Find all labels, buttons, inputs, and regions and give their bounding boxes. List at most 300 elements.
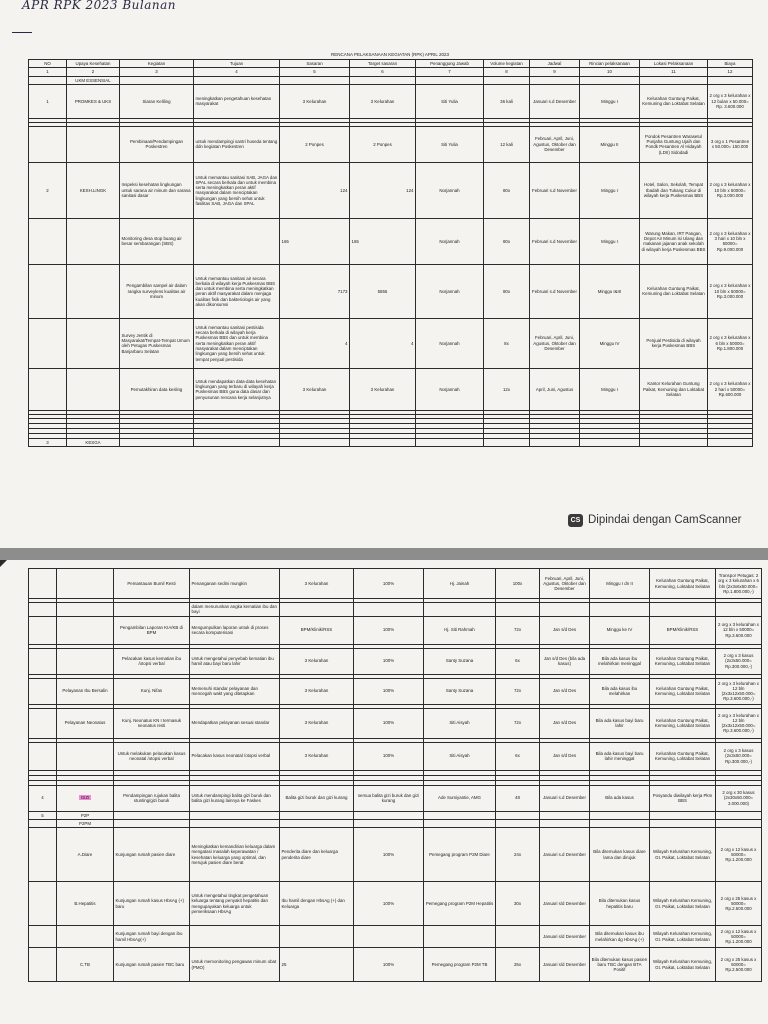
table-cell: KESGA [67, 438, 120, 446]
table-cell [120, 438, 194, 446]
document-title: RENCANA PELAKSANAAN KEGIATAN (RPK) APRIL 2023 [331, 52, 449, 57]
table-row [29, 948, 762, 982]
table-cell: semua balita gizi buruk dan gizi kurang [354, 785, 424, 811]
table-number-row [29, 68, 753, 76]
table-cell: 100% [354, 882, 424, 926]
table-cell: Siti Yulia [416, 84, 484, 118]
table-cell [57, 926, 114, 948]
table-cell [280, 603, 354, 617]
table-cell: 124 [350, 162, 416, 218]
column-header: Kegiatan [120, 60, 194, 68]
table-cell [496, 603, 540, 617]
table-cell: Pembinaan/Pendampingan Poskestren [120, 126, 194, 162]
table-cell: Minggu II [580, 126, 640, 162]
table-cell: 100% [354, 616, 424, 644]
table-cell [29, 368, 67, 410]
table-cell: Penderita diare dan keluarga penderita diare [280, 828, 354, 882]
table-cell: Norjannah [416, 218, 484, 264]
table-cell: Norjannah [416, 162, 484, 218]
table-cell: BPM/Klinik/RSS [280, 616, 354, 644]
table-cell: Bila ada kasus bayi baru lahir meninggal [590, 742, 650, 770]
rpk-table-page-1 [28, 59, 753, 447]
table-cell [424, 926, 496, 948]
table-cell: 5855 [350, 264, 416, 318]
table-cell: Januari s/d Desember [540, 882, 590, 926]
table-cell [540, 811, 590, 819]
table-cell: 3 Kelurahan [280, 708, 354, 738]
table-cell [29, 882, 57, 926]
table-cell [67, 318, 120, 368]
table-cell: 2 org x 3 kelurahan x 12 bln x 50000= Rp.3.600.000 [716, 616, 762, 644]
table-cell [29, 708, 57, 738]
table-cell: Wilayah Kelurahan Kemuning, Gt. Paikat, Loktabat Selatan [650, 882, 716, 926]
table-cell [580, 438, 640, 446]
page-corner-mark [0, 560, 7, 567]
table-cell: Bila ada kasus ibu melahirkan meninggal [590, 648, 650, 674]
table-cell: Kunjungan rumah pasien diare [114, 828, 190, 882]
table-cell: 3 Kelurahan [280, 84, 350, 118]
table-row [29, 84, 753, 118]
column-number: 12 [708, 68, 753, 76]
table-cell [496, 819, 540, 827]
table-cell: BPM/Klinik/RSS [650, 616, 716, 644]
table-cell: Untuk mendampingi balita gizi buruk dan balita gizi kurang lainnya ke Faskes [190, 785, 280, 811]
column-header: Tujuan [194, 60, 280, 68]
table-cell: 30x [496, 882, 540, 926]
table-cell: C.TB [57, 948, 114, 982]
table-cell: 3 [29, 438, 67, 446]
table-cell: Pengambilan Laporan KIA/KB di BPM [114, 616, 190, 644]
column-number: 11 [640, 68, 708, 76]
section-label-p2pm: P2PM [57, 819, 114, 827]
table-cell: 3 org x 1 Pesantren x 50.000= 150.000 [708, 126, 753, 162]
table-row [29, 438, 753, 446]
table-row [29, 616, 762, 644]
table-cell: 5 [29, 811, 57, 819]
table-cell [29, 948, 57, 982]
table-cell: Bila ditemukan kasus pasien baru TBC dengan BTA Positif [590, 948, 650, 982]
column-header: Sasaran [280, 60, 350, 68]
table-cell [280, 811, 354, 819]
table-cell [590, 819, 650, 827]
table-cell: Februari s.d November [530, 162, 580, 218]
table-cell: 2 org x 3 kasus (2x3x50.000= Rp.300.000,-) [716, 648, 762, 674]
table-cell: 2 org x 3 kelurahan x 12 bln (2x3x12x50.000= Rp.3.600.000,-) [716, 708, 762, 738]
table-cell: Jan s/d Des (bila ada kasus) [540, 648, 590, 674]
column-number: 8 [484, 68, 530, 76]
column-number: 10 [580, 68, 640, 76]
table-cell: Penanganan sedini mungkin [190, 569, 280, 599]
table-cell: 100% [354, 678, 424, 704]
table-cell: Untuk memonitoring pengawas minum obat (PMO) [190, 948, 280, 982]
table-row [29, 882, 762, 926]
table-cell: Pelacakan kasus kematian ibu /otopsi verbal [114, 648, 190, 674]
table-cell: Februari, April, Juni, Agustus, Oktober dan Desember [530, 126, 580, 162]
column-number: 3 [120, 68, 194, 76]
table-cell [280, 438, 350, 446]
table-cell: 100% [354, 569, 424, 599]
section-row [29, 76, 753, 84]
table-row [29, 264, 753, 318]
table-cell [590, 603, 650, 617]
table-cell: Pondok Pesantren Warasetul Punjaha Guntung Ujaih dan Pondk Pesantren Al Hidayah (LDII) Sidodadi [640, 126, 708, 162]
table-cell [354, 819, 424, 827]
table-cell: B.Hepatitis [57, 882, 114, 926]
table-cell [67, 368, 120, 410]
table-row [29, 569, 762, 599]
table-cell: 72x [496, 708, 540, 738]
table-cell: Untuk memantau sanitasi pestisida secara berkala di wilayah kerja Puskesmas BBS dan untuk membina serta meningkatkan peran aktif masyarakat dalam menciptakan lingkungan yang bersih sehat untuk tempat penjual pestisida [194, 318, 280, 368]
table-cell: Survey Jentik di Masyarakat/Tempat-Tempat Umum oleh Petugas Puskesmas Banjarbaru Selatan [120, 318, 194, 368]
table-cell: Januari s.d Desember [530, 84, 580, 118]
table-cell: Minggu IV [580, 318, 640, 368]
column-header: NO [29, 60, 67, 68]
table-cell: 2 org x 3 kelurahan x 10 bln x 50000= Rp.3.000.000 [708, 264, 753, 318]
table-cell: 4 [29, 785, 57, 811]
table-cell: 25x [496, 948, 540, 982]
table-cell [280, 926, 354, 948]
table-cell: 3 Kelurahan [350, 368, 416, 410]
table-cell: 12 kali [484, 126, 530, 162]
table-cell [114, 811, 190, 819]
column-number: 1 [29, 68, 67, 76]
table-body-page-2 [29, 569, 762, 982]
table-cell: Kunj. Nifas [114, 678, 190, 704]
table-cell: Februari s.d November [530, 264, 580, 318]
section-label-ukm: UKM ESSENSIAL [67, 76, 120, 84]
table-cell [67, 218, 120, 264]
table-row [29, 785, 762, 811]
table-cell: Bila ada kasus [590, 785, 650, 811]
table-cell [716, 819, 762, 827]
table-cell: 2 org x 3 kelurahan x 12 bln (2x3x12x50.000= Rp.3.600.000,-) [716, 678, 762, 704]
table-cell [57, 785, 114, 811]
column-header: Volume kegiatan [484, 60, 530, 68]
table-cell [57, 648, 114, 674]
table-cell [280, 819, 354, 827]
table-cell [716, 603, 762, 617]
table-cell: Santy Suzana [424, 648, 496, 674]
table-cell: 100x [496, 569, 540, 599]
table-cell: 1 [29, 84, 67, 118]
table-cell: Memenuhi standar pelayanan dan mencegah wakt yang ditetapkan [190, 678, 280, 704]
table-cell: Siti Aisyah [424, 742, 496, 770]
table-cell [424, 603, 496, 617]
table-cell: Minggu I [580, 84, 640, 118]
column-number: 4 [194, 68, 280, 76]
table-cell [590, 811, 650, 819]
table-cell [640, 438, 708, 446]
table-cell: 2 org x 12 kasus x 50000= Rp.1.200.000 [716, 926, 762, 948]
table-cell [29, 603, 57, 617]
table-cell [530, 438, 580, 446]
table-cell: Kelurahan Guntung Paikat, Kemuning dan Loktabat Selatan [640, 264, 708, 318]
table-cell: 48 [496, 785, 540, 811]
table-cell: 3 Kelurahan [280, 742, 354, 770]
table-cell: April, Juni, Agustus [530, 368, 580, 410]
table-row [29, 218, 753, 264]
table-cell [29, 828, 57, 882]
table-cell [29, 742, 57, 770]
table-cell [424, 811, 496, 819]
column-number: 9 [530, 68, 580, 76]
table-cell: Februari s.d November [530, 218, 580, 264]
table-cell [194, 438, 280, 446]
table-cell: Balita gizi buruk dan gizi kurang [280, 785, 354, 811]
table-cell: 3 Kelurahan [350, 84, 416, 118]
table-cell: A.Diare [57, 828, 114, 882]
table-row [29, 708, 762, 738]
table-row [29, 926, 762, 948]
table-row [29, 162, 753, 218]
table-cell: 2 org x 25 kasus x 50000= Rp.2.500.000 [716, 948, 762, 982]
table-cell: Pemutakhiran data kesling [120, 368, 194, 410]
table-cell [29, 318, 67, 368]
table-cell: Untuk mendapatkan data-data kesehatan lingkungan yang terbaru di wilayah kerja Puskesmas BBS guna data dasar dan penyusunan rencana kerja selanjutnya [194, 368, 280, 410]
table-cell: Untuk mengetahui tingkat pengetahuan keluarga tentang penyakit hepatitis dan mengupayakan keluarga untuk pemeriksaan HbsAg [190, 882, 280, 926]
table-row [29, 811, 762, 819]
table-cell: 165 [280, 218, 350, 264]
table-cell: 2 org x 3 kelurahan x 2 hari x 50000= Rp.600.000 [708, 368, 753, 410]
table-cell: Minggu I [580, 162, 640, 218]
table-cell: 24x [496, 828, 540, 882]
table-cell [716, 811, 762, 819]
table-row [29, 819, 762, 827]
table-cell: 100% [354, 742, 424, 770]
column-number: 5 [280, 68, 350, 76]
table-cell: Santy Suzana [424, 678, 496, 704]
table-cell: Mendapatkan pelayanan sesuai standar [190, 708, 280, 738]
table-cell: Mengumpulkan laporan untuk di proses secara komputerisasi [190, 616, 280, 644]
table-cell: Jan s/d Des [540, 742, 590, 770]
table-cell: Hotel, Salon, Sekolah, Tempat Ibadah dan Tukang Cukur di wilayah kerja Puskesmas BBS [640, 162, 708, 218]
table-cell [29, 819, 57, 827]
table-row [29, 126, 753, 162]
table-cell: 4 [350, 318, 416, 368]
table-cell: Bila ada kasus ibu melahirkan [590, 678, 650, 704]
scanned-page-2 [0, 560, 768, 1024]
table-cell: 36 kali [484, 84, 530, 118]
table-cell: Minggu I [580, 218, 640, 264]
table-cell [114, 819, 190, 827]
table-cell: Kelurahan Guntung Paikat, Kemuning dan Loktabat Selatan [640, 84, 708, 118]
table-cell: 6x [496, 648, 540, 674]
table-cell [190, 819, 280, 827]
table-cell: 100% [354, 648, 424, 674]
handwritten-underline [12, 32, 32, 33]
table-cell: 2 Ponpes [280, 126, 350, 162]
table-cell: Jan s/d Des [540, 708, 590, 738]
table-cell: Pendampingan rujukan balita stunting/gizi buruk [114, 785, 190, 811]
table-cell: Minggu I [580, 368, 640, 410]
table-row [29, 368, 753, 410]
table-cell [708, 438, 753, 446]
table-cell: Pelayanan Neonatus [57, 708, 114, 738]
table-cell: Minggu I&III [580, 264, 640, 318]
table-cell: 8x [484, 318, 530, 368]
column-header: Target sasaran [350, 60, 416, 68]
table-cell [57, 742, 114, 770]
table-row [29, 678, 762, 704]
table-cell [650, 603, 716, 617]
table-cell: Hj. Jainah [424, 569, 496, 599]
table-cell [416, 438, 484, 446]
table-cell [29, 264, 67, 318]
table-cell: Untuk memantau sanitasi air secara berkala di wilayah kerja Puskesmas BBS dan untuk membina serta meningkatkan peran aktif masyarakat dalam menjaga kualitas fisik dan bakteriologis air yang akan dikonsumsi [194, 264, 280, 318]
table-cell [496, 811, 540, 819]
table-cell: Jan s/d Des [540, 678, 590, 704]
table-cell [57, 603, 114, 617]
table-cell: 80x [484, 264, 530, 318]
table-cell: Untuk memantau sanitasi SAB, JAGA dan SPAL secara berkala dan untuk membina serta meningkatkan peran aktif masyarakat dalam menciptakan lingkungan yang bersih sehat untuk fasilitas SAB, JAGA dan SPAL [194, 162, 280, 218]
table-cell: Untuk melakukan pelacakan kasus neonatal /otopsi verbal [114, 742, 190, 770]
table-cell [650, 811, 716, 819]
table-cell [29, 926, 57, 948]
table-cell: Bila ditemukan kasus hepatitis baru [590, 882, 650, 926]
table-cell: 7173 [280, 264, 350, 318]
table-cell: Januari s/d Desember [540, 926, 590, 948]
table-cell: Kelurahan Guntung Paikat, Kemuning, Loktabat Selatan [650, 708, 716, 738]
table-cell: Siaran Keliling [120, 84, 194, 118]
table-cell: Bila ada kasus bayi baru lahir [590, 708, 650, 738]
column-header: Lokasi Pelaksanaan [640, 60, 708, 68]
table-cell: 80x [484, 162, 530, 218]
table-cell: 2 org x 3 kasus (2x3x50.000= Rp.300.000,-) [716, 742, 762, 770]
table-cell: Warung Makan, IRT Pangan, Depot Air Minum isi Ulang dan makanan jajanan anak sekolah di wilayah kerja Puskesmas BBS [640, 218, 708, 264]
table-cell: Monitoring desa stop buang air besar sembarangan (SBS) [120, 218, 194, 264]
table-cell: Pelacakan kasus neonatal /otopsi verbal [190, 742, 280, 770]
table-cell [194, 218, 280, 264]
table-cell [540, 603, 590, 617]
table-cell [484, 438, 530, 446]
table-cell: 2 Ponpes [350, 126, 416, 162]
table-cell: Kelurahan Guntung Paikat, Kemuning, Loktabat Selatan [650, 569, 716, 599]
column-number: 2 [67, 68, 120, 76]
table-cell: Posyandu diwilayah kerja Pkm BBS [650, 785, 716, 811]
table-cell: 100% [354, 948, 424, 982]
table-cell: Januari s.d Desember [540, 828, 590, 882]
table-cell [29, 569, 57, 599]
column-header: Upaya Kesehatan [67, 60, 120, 68]
table-row [29, 742, 762, 770]
table-cell [29, 648, 57, 674]
table-cell: Siti Yulia [416, 126, 484, 162]
table-cell: Minggu I dn II [590, 569, 650, 599]
table-cell: Hj. Siti Rahmah [424, 616, 496, 644]
table-cell: Pemegang program P2M Hepatitis [424, 882, 496, 926]
table-cell: Jan s/d Des [540, 616, 590, 644]
table-cell: meningkatkan pengetahuan kesehatan masyarakat [194, 84, 280, 118]
table-cell: Pemegang program P2M Diare [424, 828, 496, 882]
table-cell: 2 org x 3 kelurahan x 3 hari x 10 bln x 50000= Rp.9.000.000 [708, 218, 753, 264]
table-cell: untuk mendampingi santri huseda tentang ddn kegiatan Poskestren [194, 126, 280, 162]
column-header: Biaya [708, 60, 753, 68]
table-cell: 4 [280, 318, 350, 368]
table-cell: 100% [354, 708, 424, 738]
table-cell [57, 616, 114, 644]
table-cell: Penjual Pestisida di wilayah kerja Puskesmas BBS [640, 318, 708, 368]
table-cell [29, 678, 57, 704]
table-cell [190, 926, 280, 948]
table-cell: PROMKES & UKS [67, 84, 120, 118]
table-cell: Kelurahan Guntung Paikat, Kemuning, Loktabat Selatan [650, 678, 716, 704]
table-cell [67, 264, 120, 318]
table-cell: Kunjungan rumah bayi dengan ibu hamil HbsAg(+) [114, 926, 190, 948]
table-cell: Meningkatkan kemandirian keluarga dalam mengatasi masalah keperawatan / kesehatan keluarga yang optimal, dan merujuk pasien diare berat [190, 828, 280, 882]
table-cell: 2 org x 3 kelurahan x 10 bln x 50000= Rp.3.000.000 [708, 162, 753, 218]
table-cell [67, 126, 120, 162]
table-cell: 3 Kelurahan [280, 569, 354, 599]
table-cell: Siti Aisyah [424, 708, 496, 738]
rpk-table-page-2 [28, 568, 762, 982]
table-cell: 25 [280, 948, 354, 982]
table-cell: 165 [350, 218, 416, 264]
column-number: 7 [416, 68, 484, 76]
table-cell: 3 Kelurahan [280, 368, 350, 410]
handwritten-note: APR RPK 2023 Bulanan [22, 0, 176, 12]
table-cell: dalam menurunkan angka kematian ibu dan bayi [190, 603, 280, 617]
table-cell: 72x [496, 678, 540, 704]
table-cell: 72x [496, 616, 540, 644]
table-cell [496, 926, 540, 948]
table-cell: Januari s.d Desember [540, 785, 590, 811]
table-cell: Kunj. Neonatus KN I termasuk neonatus resti [114, 708, 190, 738]
table-cell: 6x [496, 742, 540, 770]
table-cell [354, 926, 424, 948]
table-cell: Februari, April, Juni, Agustus, Oktober dan Desember [540, 569, 590, 599]
table-cell: Minggu ke IV [590, 616, 650, 644]
table-row [29, 648, 762, 674]
table-header-row [29, 60, 753, 68]
column-number: 6 [350, 68, 416, 76]
table-cell [354, 811, 424, 819]
table-cell: Untuk mengetahui penyebab kematian ibu hamil atau bayi baru lahir [190, 648, 280, 674]
table-cell: Kunjungan rumah pasien TBC baru [114, 948, 190, 982]
table-cell: 2 org x 3 kelurahan x 12 bulan x 50.000= Rp. 3.600.000 [708, 84, 753, 118]
column-header: Penanggung Jawab [416, 60, 484, 68]
table-cell: KESH.LINGK [67, 162, 120, 218]
table-cell: Bila ditemukan kasus ibu melahirkan dg HbsAg (+) [590, 926, 650, 948]
table-cell: Kelurahan Guntung Paikat, Kemuning, Loktabat Selatan [650, 742, 716, 770]
table-cell: Kantor Kelurahan Guntung Paikat, Kemuning dan Loktabat Selatan [640, 368, 708, 410]
table-cell: 3 Kelurahan [280, 678, 354, 704]
table-cell: Kelurahan Guntung Paikat, Kemuning, Loktabat Selatan [650, 648, 716, 674]
table-cell [354, 603, 424, 617]
table-cell [650, 819, 716, 827]
table-cell [114, 603, 190, 617]
table-cell: Norjannah [416, 264, 484, 318]
table-cell: 2 org x 30 kasus (2x30x50.000= 3.000.000) [716, 785, 762, 811]
column-header: Jadwal [530, 60, 580, 68]
table-cell: Bila ditemukan kasus diare lama dan dirujuk [590, 828, 650, 882]
table-cell: Norjannah [416, 368, 484, 410]
table-cell: 2 org x 25 kasus x 50000= Rp.2.500.000 [716, 882, 762, 926]
table-cell: 3 Kelurahan [280, 648, 354, 674]
table-cell: Februari, April, Juni, Agustus, Oktober dan Desember [530, 318, 580, 368]
table-cell [190, 811, 280, 819]
table-cell: Januari s/d Desember [540, 948, 590, 982]
table-cell: Wilayah Kelurahan Kemuning, Gt. Paikat, Loktabat Selatan [650, 948, 716, 982]
table-cell [424, 819, 496, 827]
column-header: Rincian pelaksanaan [580, 60, 640, 68]
table-cell: 80x [484, 218, 530, 264]
table-cell [29, 218, 67, 264]
table-cell: 12x [484, 368, 530, 410]
camscanner-label: Dipindai dengan CamScanner [588, 514, 742, 526]
table-row [29, 318, 753, 368]
table-cell [540, 819, 590, 827]
table-cell: Pemantauan Bumil Resti [114, 569, 190, 599]
